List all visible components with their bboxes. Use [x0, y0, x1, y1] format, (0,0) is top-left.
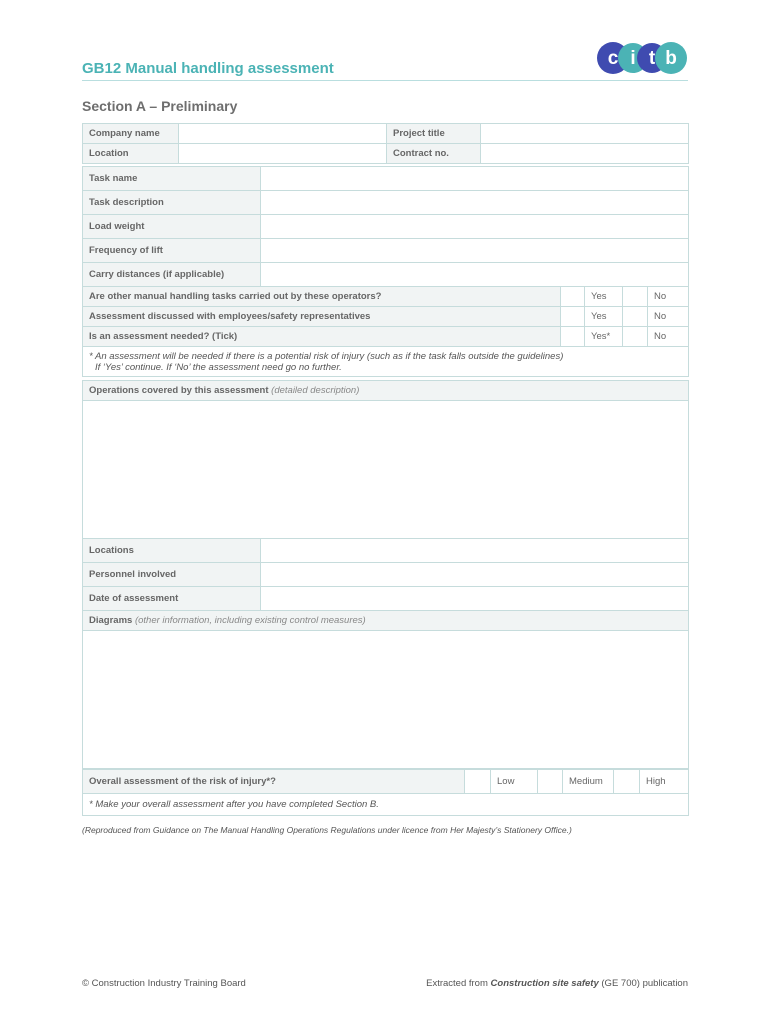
- overall-low-label: Low: [491, 770, 538, 794]
- overall-medium-checkbox[interactable]: [538, 770, 563, 794]
- logo-letter-b: b: [665, 48, 677, 69]
- task-details: [82, 166, 689, 287]
- assessment-details: [82, 538, 689, 611]
- operations-header: [83, 381, 689, 401]
- question-3-no-checkbox[interactable]: [623, 327, 648, 347]
- overall-high-checkbox[interactable]: [614, 770, 640, 794]
- frequency-field[interactable]: [261, 239, 689, 263]
- operations-label: Operations covered by this assessment: [89, 385, 269, 396]
- diagrams-field[interactable]: [83, 631, 689, 769]
- load-weight-label: Load weight: [83, 215, 261, 239]
- task-description-label: Task description: [83, 191, 261, 215]
- logo-letter-i: i: [630, 48, 636, 69]
- operations-table: [82, 380, 689, 539]
- carry-distances-label: Carry distances (if applicable): [83, 263, 261, 287]
- question-2-yes-label: Yes: [585, 307, 623, 327]
- operations-field[interactable]: [83, 401, 689, 539]
- title-divider: [82, 80, 688, 81]
- questions-table: [82, 286, 689, 377]
- overall-low-checkbox[interactable]: [465, 770, 491, 794]
- diagrams-header: [83, 611, 689, 631]
- locations-label: Locations: [83, 539, 261, 563]
- company-name-label: Company name: [83, 124, 179, 144]
- question-1-no-label: No: [648, 287, 689, 307]
- company-name-field[interactable]: [179, 124, 387, 144]
- question-1-yes-label: Yes: [585, 287, 623, 307]
- task-name-field[interactable]: [261, 167, 689, 191]
- personnel-label: Personnel involved: [83, 563, 261, 587]
- question-discussed: Assessment discussed with employees/safety representatives: [83, 307, 561, 327]
- question-3-yes-label: Yes*: [585, 327, 623, 347]
- top-grid: [82, 123, 689, 164]
- overall-medium-label: Medium: [563, 770, 614, 794]
- assessment-note-line-1: * An assessment will be needed if there is a potential risk of injury (such as if the task falls outside the guidelines): [89, 350, 564, 362]
- question-1-yes-checkbox[interactable]: [561, 287, 585, 307]
- task-name-label: Task name: [83, 167, 261, 191]
- question-other-tasks: Are other manual handling tasks carried out by these operators?: [83, 287, 561, 307]
- question-1-no-checkbox[interactable]: [623, 287, 648, 307]
- contract-no-field[interactable]: [481, 144, 689, 164]
- operations-hint: (detailed description): [271, 385, 360, 396]
- overall-high-label: High: [640, 770, 689, 794]
- location-label: Location: [83, 144, 179, 164]
- footer-source-prefix: Extracted from: [426, 978, 491, 989]
- logo-letter-t: t: [648, 48, 656, 69]
- personnel-field[interactable]: [261, 563, 689, 587]
- footer-source-suffix: (GE 700) publication: [598, 978, 688, 989]
- date-field[interactable]: [261, 587, 689, 611]
- question-needed: Is an assessment needed? (Tick): [83, 327, 561, 347]
- location-field[interactable]: [179, 144, 387, 164]
- overall-note: * Make your overall assessment after you have completed Section B.: [83, 794, 689, 816]
- footer-copyright: © Construction Industry Training Board: [82, 978, 246, 989]
- footer-source-title: Construction site safety: [490, 978, 599, 989]
- question-2-yes-checkbox[interactable]: [561, 307, 585, 327]
- section-title: Section A – Preliminary: [82, 98, 238, 114]
- diagrams-table: [82, 610, 689, 769]
- question-3-yes-checkbox[interactable]: [561, 327, 585, 347]
- load-weight-field[interactable]: [261, 215, 689, 239]
- citb-logo: [595, 38, 689, 78]
- reproduced-notice: (Reproduced from Guidance on The Manual Handling Operations Regulations under licence from Her Majesty’s Stationery Office.): [82, 825, 572, 835]
- carry-distances-field[interactable]: [261, 263, 689, 287]
- question-2-no-checkbox[interactable]: [623, 307, 648, 327]
- logo-letter-c: c: [607, 48, 619, 69]
- question-3-no-label: No: [648, 327, 689, 347]
- contract-no-label: Contract no.: [387, 144, 481, 164]
- date-label: Date of assessment: [83, 587, 261, 611]
- task-description-field[interactable]: [261, 191, 689, 215]
- frequency-label: Frequency of lift: [83, 239, 261, 263]
- diagrams-hint: (other information, including existing control measures): [134, 615, 366, 626]
- question-2-no-label: No: [648, 307, 689, 327]
- assessment-note: [83, 347, 689, 377]
- overall-table: [82, 769, 689, 816]
- project-title-field[interactable]: [481, 124, 689, 144]
- form-title: GB12 Manual handling assessment: [82, 60, 334, 77]
- assessment-note-line-2: If ‘Yes’ continue. If ‘No’ the assessment need go no further.: [95, 361, 342, 373]
- locations-field[interactable]: [261, 539, 689, 563]
- diagrams-label: Diagrams: [89, 615, 133, 626]
- footer-source: [426, 978, 688, 989]
- overall-label: Overall assessment of the risk of injury*?: [83, 770, 465, 794]
- project-title-label: Project title: [387, 124, 481, 144]
